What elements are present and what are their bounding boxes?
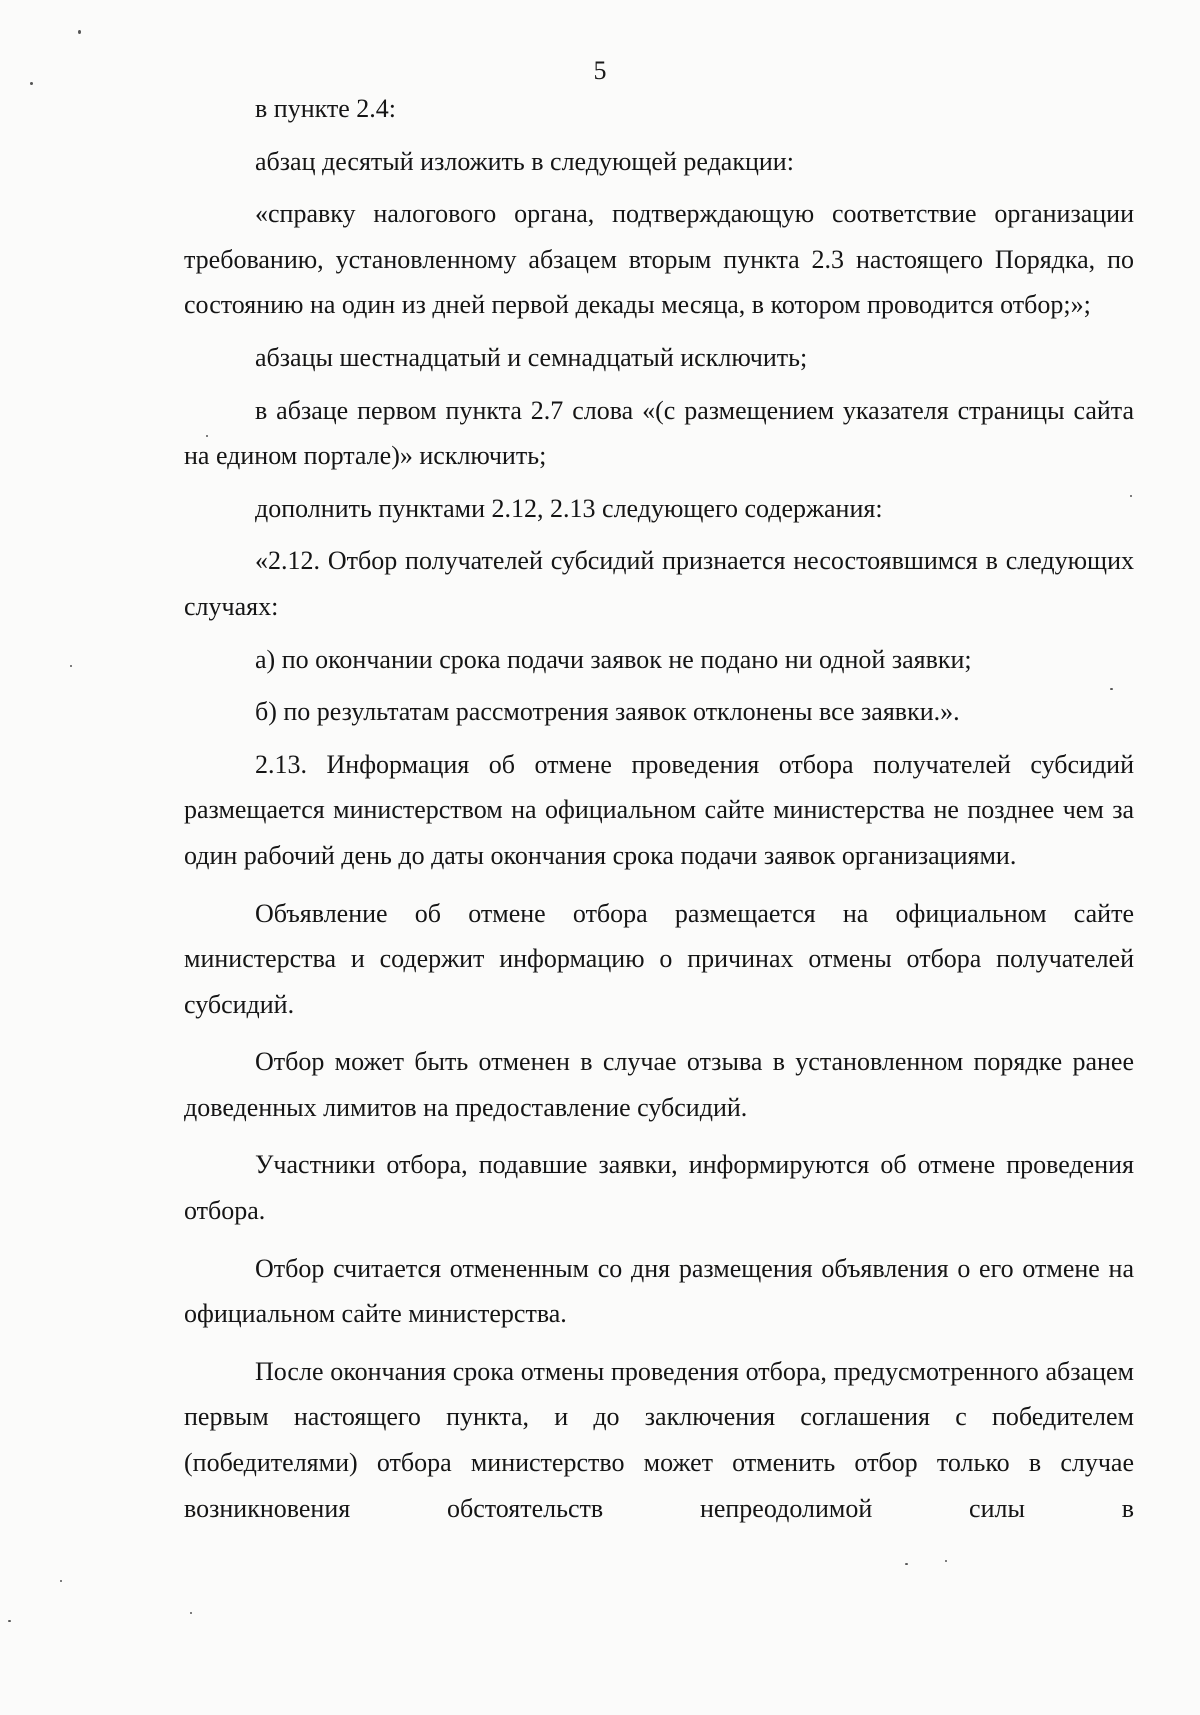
paragraph: После окончания срока отмены проведения отбора, предусмотренного абзацем первым настоящего пункта, и до заключения соглашения с победителем (победителями) отбора министерство может отменить отбор только в случае возникновения обстоятельств непреодолимой силы в bbox=[184, 1356, 1134, 1523]
paragraph: в абзаце первом пункта 2.7 слова «(с размещением указателя страницы сайта на едином портале)» исключить; bbox=[184, 395, 1134, 471]
paragraph: «справку налогового органа, подтверждающую соответствие организации требованию, установленному абзацем вторым пункта 2.3 настоящего Порядка, по состоянию на один из дней первой декады месяца, в котором проводится отбор;»; bbox=[184, 199, 1134, 320]
scan-speck bbox=[8, 1620, 11, 1622]
paragraph: Отбор считается отмененным со дня размещения объявления о его отмене на официальном сайте министерства. bbox=[184, 1253, 1134, 1329]
scan-speck bbox=[30, 82, 33, 85]
scan-speck bbox=[78, 30, 81, 34]
paragraph: б) по результатам рассмотрения заявок отклонены все заявки.». bbox=[255, 697, 960, 727]
scan-speck bbox=[1110, 688, 1113, 690]
scan-speck bbox=[206, 435, 208, 437]
scan-speck bbox=[60, 1580, 62, 1582]
paragraph: в пункте 2.4: bbox=[255, 94, 397, 123]
scan-speck bbox=[190, 1612, 192, 1614]
scan-speck bbox=[70, 665, 72, 667]
paragraph: «2.12. Отбор получателей субсидий признается несостоявшимся в следующих случаях: bbox=[184, 546, 1134, 621]
scan-speck bbox=[945, 1560, 947, 1562]
paragraph: 2.13. Информация об отмене проведения отбора получателей субсидий размещается министерством на официальном сайте министерства не позднее чем за один рабочий день до даты окончания срока подачи заявок организациями. bbox=[184, 749, 1134, 870]
paragraph: Объявление об отмене отбора размещается на официальном сайте министерства и содержит информацию о причинах отмены отбора получателей субсидий. bbox=[184, 898, 1134, 1019]
paragraph: дополнить пунктами 2.12, 2.13 следующего содержания: bbox=[255, 493, 883, 523]
scan-speck bbox=[1130, 495, 1132, 497]
document-body bbox=[184, 86, 1134, 1531]
paragraph: абзацы шестнадцатый и семнадцатый исключить; bbox=[255, 342, 808, 372]
page-number: 5 bbox=[593, 56, 607, 85]
paragraph: абзац десятый изложить в следующей редакции: bbox=[255, 146, 794, 176]
paragraph: Отбор может быть отменен в случае отзыва в установленном порядке ранее доведенных лимитов на предоставление субсидий. bbox=[184, 1047, 1134, 1122]
paragraph: Участники отбора, подавшие заявки, информируются об отмене проведения отбора. bbox=[184, 1150, 1134, 1226]
scan-speck bbox=[905, 1563, 908, 1565]
paragraph: а) по окончании срока подачи заявок не подано ни одной заявки; bbox=[255, 644, 972, 674]
